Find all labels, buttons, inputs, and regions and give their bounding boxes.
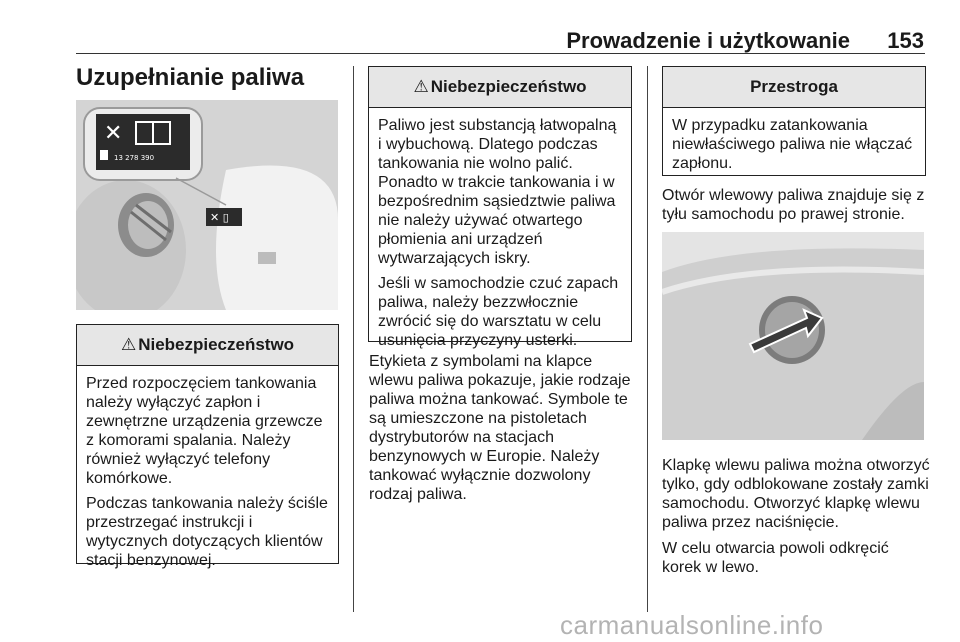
svg-text:13 278 390: 13 278 390 <box>114 154 155 162</box>
column-divider-2 <box>647 66 648 612</box>
fuel-door-illustration <box>76 100 338 310</box>
danger-box-2 <box>368 66 632 349</box>
label-text <box>369 352 635 511</box>
column-divider-1 <box>353 66 354 612</box>
svg-text:✕: ✕ <box>104 121 123 146</box>
header-title: Prowadzenie i użytkowanie <box>566 28 850 53</box>
opening-paragraph: W celu otwarcia powoli odkręcić korek w lewo. <box>662 540 889 576</box>
header-rule <box>76 53 925 54</box>
fuel-filler-illustration <box>662 232 924 440</box>
svg-text:✕ ▯: ✕ ▯ <box>210 211 229 224</box>
opening-paragraph: Klapkę wlewu paliwa można otworzyć tylko, gdy odblokowane zostały zamki samochodu. Otworzyć klapkę wlewu paliwa przez naciśnięcie. <box>662 457 930 531</box>
danger-box-2-heading: Niebezpieczeństwo <box>430 77 587 96</box>
danger-box-1-heading: Niebezpieczeństwo <box>138 335 295 354</box>
danger-box-2-paragraph: Paliwo jest substancją łatwopalną i wybuchową. Dlatego podczas tankowania nie wolno palić. Ponadto w trakcie tankowania i w bezpośrednim sąsiedztwie paliwa nie należy używać otwartego płomienia ani urządzeń wytwarzających iskry. <box>378 117 617 267</box>
location-paragraph: Otwór wlewowy paliwa znajduje się z tyłu samochodu po prawej stronie. <box>662 187 925 223</box>
warning-icon: ⚠ <box>413 77 429 96</box>
caution-box-text: W przypadku zatankowania niewłaściwego paliwa nie włączać zapłonu. <box>672 117 913 172</box>
warning-icon: ⚠ <box>120 335 137 354</box>
caution-box-heading: Przestroga <box>750 77 838 96</box>
watermark: carmanualsonline.info <box>560 610 824 640</box>
danger-box-1-paragraph: Przed rozpoczęciem tankowania należy wyłączyć zapłon i zewnętrzne urządzenia grzewcze z komorami spalania. Należy również wyłączyć telefony komórkowe. <box>86 375 323 487</box>
danger-box-2-paragraph: Jeśli w samochodzie czuć zapach paliwa, należy bezzwłocznie zwrócić się do warsztatu w celu usunięcia przyczyny usterki. <box>378 275 619 349</box>
caution-box-header <box>663 67 925 108</box>
caution-box <box>662 66 926 176</box>
page-number: 153 <box>887 28 924 53</box>
danger-box-1 <box>76 324 339 569</box>
danger-box-2-header <box>369 67 631 108</box>
fuel-filler-image <box>662 232 924 440</box>
danger-box-1-header <box>77 325 338 366</box>
label-paragraph: Etykieta z symbolami na klapce wlewu paliwa pokazuje, jakie rodzaje paliwa można tankować. Symbole te są umieszczone na pistoletach dystrybutorów na stacjach benzynowych w Europie. Należy tankować wyłącznie dozwolony rodzaj paliwa. <box>369 353 631 503</box>
opening-text <box>662 456 930 584</box>
fuel-door-image <box>76 100 338 310</box>
section-title: Uzupełnianie paliwa <box>76 64 305 91</box>
danger-box-1-paragraph: Podczas tankowania należy ściśle przestrzegać instrukcji i wytycznych dotyczących klientów stacji benzynowej. <box>86 495 328 569</box>
location-text <box>662 186 928 231</box>
